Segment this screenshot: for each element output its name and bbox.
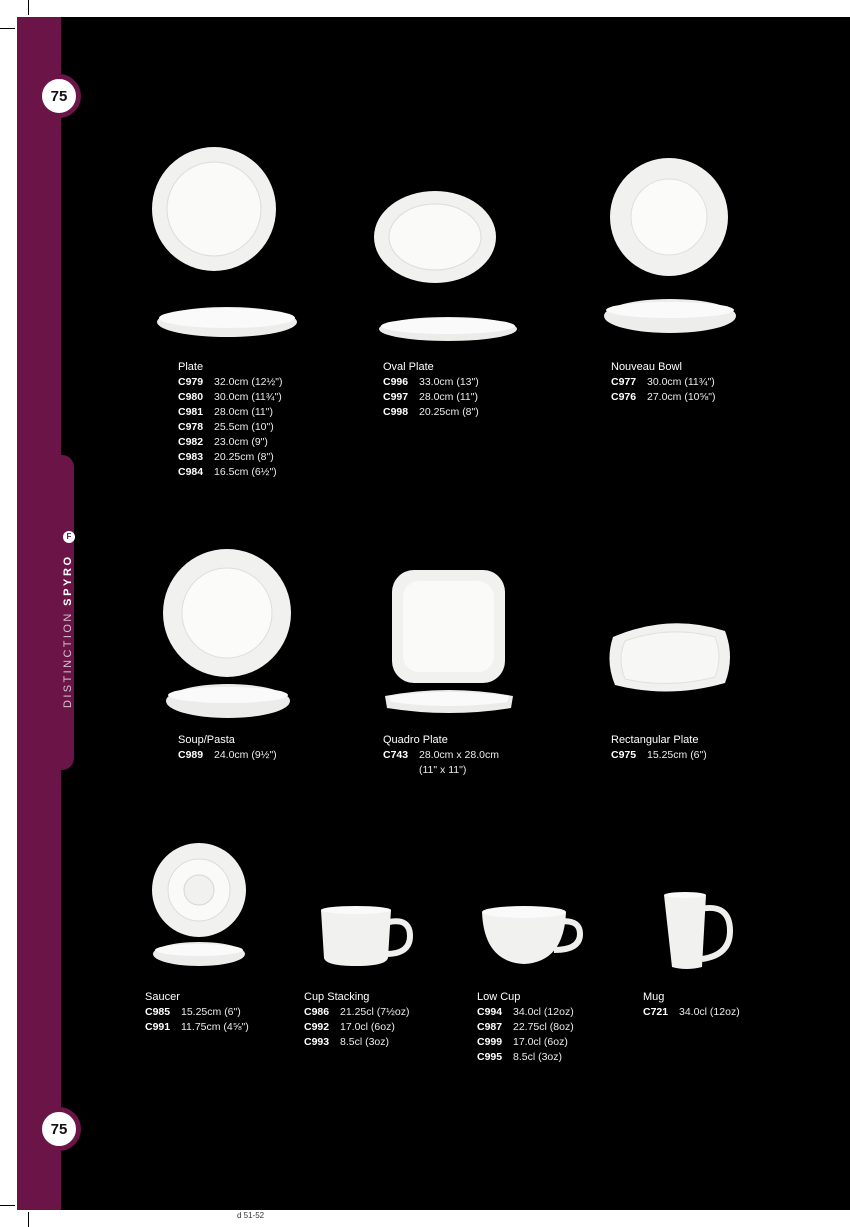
spec-row: [477, 1035, 574, 1050]
spec-row: [178, 390, 283, 405]
product-code: C996: [383, 376, 409, 388]
product-low-cup: [477, 990, 574, 1065]
spec-row: [145, 1020, 249, 1035]
product-plate: [178, 360, 283, 480]
spec-row: [304, 1020, 409, 1035]
product-name: Low Cup: [477, 991, 521, 1003]
print-footer: d 51-52: [237, 1211, 265, 1220]
product-size: 25.5cm (10"): [214, 421, 274, 433]
plate-image: [150, 145, 310, 345]
product-size: 17.0cl (6oz): [340, 1021, 395, 1033]
spec-row: [178, 748, 277, 763]
nouveau-bowl-image: [600, 158, 750, 348]
product-saucer: [145, 990, 249, 1035]
product-size: 11.75cm (4⅝"): [181, 1021, 249, 1033]
oval-plate-image: [373, 190, 523, 350]
product-size: 33.0cm (13"): [419, 376, 479, 388]
low-cup-image: [480, 904, 590, 974]
product-name: Nouveau Bowl: [611, 361, 682, 373]
crop-mark: [0, 28, 15, 29]
product-size: 21.25cl (7½oz): [340, 1006, 410, 1018]
product-size: 34.0cl (12oz): [679, 1006, 740, 1018]
product-code: C982: [178, 436, 204, 448]
spec-row: [611, 390, 716, 405]
cup-stacking-image: [318, 904, 418, 974]
product-oval-plate: [383, 360, 479, 420]
page-number-bottom: 75: [37, 1107, 81, 1151]
product-name: Saucer: [145, 991, 180, 1003]
product-size: 17.0cl (6oz): [513, 1036, 568, 1048]
brand-name: SPYRO: [62, 554, 74, 606]
product-code: C984: [178, 466, 204, 478]
crop-mark: [28, 0, 29, 15]
product-code: C975: [611, 749, 637, 761]
product-size: 24.0cm (9½"): [214, 749, 277, 761]
crop-mark: [28, 1212, 29, 1227]
product-code: C995: [477, 1051, 503, 1063]
product-code: C987: [477, 1021, 503, 1033]
spec-row: [477, 1050, 574, 1065]
product-code: C999: [477, 1036, 503, 1048]
product-size: 28.0cm x 28.0cm: [419, 749, 499, 761]
product-cup-stacking: [304, 990, 409, 1050]
spec-row: [145, 1005, 249, 1020]
quadro-plate-image: [383, 568, 523, 728]
product-name: Oval Plate: [383, 361, 434, 373]
spec-row: [178, 450, 283, 465]
brand-prefix: DISTINCTION: [62, 611, 74, 708]
product-size: 28.0cm (11"): [419, 391, 478, 403]
product-name: Rectangular Plate: [611, 734, 699, 746]
product-size-imperial: (11" x 11"): [419, 764, 467, 776]
product-code: C981: [178, 406, 204, 418]
spec-row: [304, 1005, 409, 1020]
spec-row: [643, 1005, 740, 1020]
product-size: 32.0cm (12½"): [214, 376, 283, 388]
product-name: Cup Stacking: [304, 991, 370, 1003]
spec-row: [178, 405, 283, 420]
spec-row: [178, 435, 283, 450]
product-code: C721: [643, 1006, 669, 1018]
product-size: 20.25cm (8"): [214, 451, 274, 463]
spec-row: [383, 748, 499, 763]
product-code: C979: [178, 376, 204, 388]
brand-mark: F: [63, 531, 75, 543]
product-size: 23.0cm (9"): [214, 436, 268, 448]
product-size: 22.75cl (8oz): [513, 1021, 574, 1033]
product-size: 8.5cl (3oz): [513, 1051, 563, 1063]
spec-row: [178, 375, 283, 390]
product-mug: [643, 990, 740, 1020]
product-code: C997: [383, 391, 409, 403]
product-code: C983: [178, 451, 204, 463]
product-code: C980: [178, 391, 204, 403]
product-size: 15.25cm (6"): [181, 1006, 241, 1018]
spec-row: [383, 405, 479, 420]
spec-row: [178, 420, 283, 435]
product-name: Quadro Plate: [383, 734, 448, 746]
product-size: 28.0cm (11"): [214, 406, 273, 418]
spec-row: [383, 375, 479, 390]
product-size: 16.5cm (6½"): [214, 466, 277, 478]
product-size: 15.25cm (6"): [647, 749, 707, 761]
product-code: C977: [611, 376, 637, 388]
spec-row: [611, 748, 707, 763]
product-code: C992: [304, 1021, 330, 1033]
crop-mark: [0, 1205, 15, 1206]
saucer-image: [150, 842, 250, 972]
product-soup-pasta: [178, 733, 277, 763]
product-code: C993: [304, 1036, 330, 1048]
mug-image: [660, 893, 740, 973]
product-size: 27.0cm (10⅝"): [647, 391, 716, 403]
product-code: C989: [178, 749, 204, 761]
product-size: 30.0cm (11¾"): [214, 391, 282, 403]
spec-row: [477, 1020, 574, 1035]
product-nouveau-bowl: [611, 360, 716, 405]
product-code: C985: [145, 1006, 171, 1018]
product-code: C976: [611, 391, 637, 403]
product-code: C998: [383, 406, 409, 418]
spec-row: [477, 1005, 574, 1020]
product-size: 30.0cm (11¾"): [647, 376, 715, 388]
spec-row: [304, 1035, 409, 1050]
product-code: C986: [304, 1006, 330, 1018]
product-size: 34.0cl (12oz): [513, 1006, 574, 1018]
product-code: C743: [383, 749, 409, 761]
product-size: 20.25cm (8"): [419, 406, 479, 418]
product-code: C991: [145, 1021, 171, 1033]
product-code: C978: [178, 421, 204, 433]
product-size: 8.5cl (3oz): [340, 1036, 390, 1048]
product-quadro-plate: [383, 733, 499, 778]
product-name: Mug: [643, 991, 665, 1003]
product-code: C994: [477, 1006, 503, 1018]
page-number-top: 75: [37, 74, 81, 118]
product-rectangular-plate: [611, 733, 707, 763]
product-name: Plate: [178, 361, 204, 373]
spec-row: [178, 465, 283, 480]
rectangular-plate-image: [607, 617, 737, 697]
brand-label: [62, 531, 75, 708]
spec-row: [611, 375, 716, 390]
soup-pasta-image: [162, 547, 302, 727]
product-name: Soup/Pasta: [178, 734, 235, 746]
spec-row: [383, 390, 479, 405]
